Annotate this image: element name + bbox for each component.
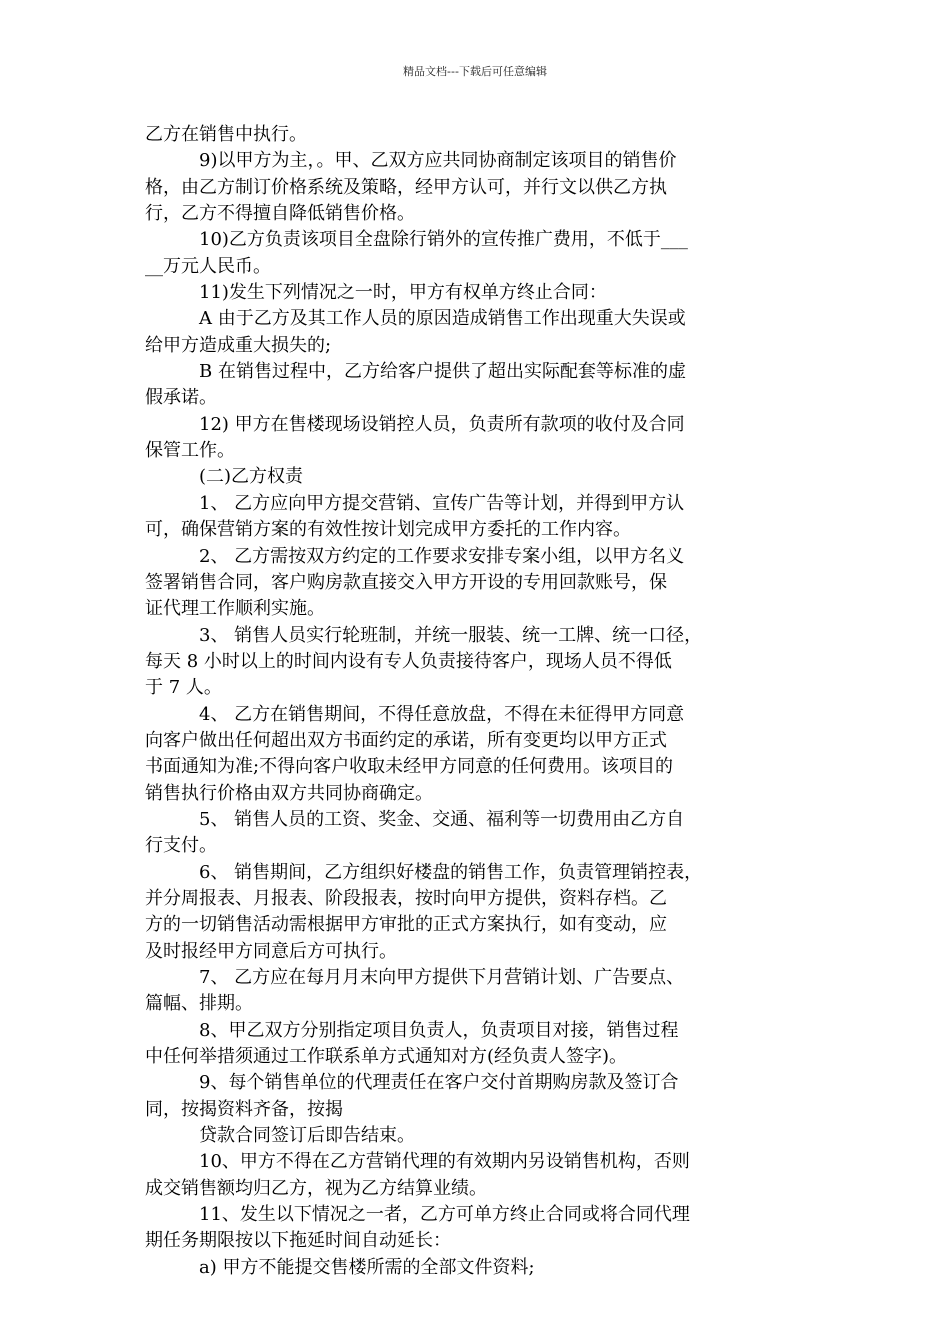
text-line: 期任务期限按以下拖延时间自动延长： [145, 1230, 451, 1252]
text-line: 行，乙方不得擅自降低销售价格。 [145, 203, 415, 225]
text-line: 保管工作。 [145, 440, 235, 462]
text-line: 9、每个销售单位的代理责任在客户交付首期购房款及签订合 [199, 1072, 679, 1094]
text-line: 及时报经甲方同意后方可执行。 [145, 940, 397, 962]
text-line: 书面通知为准;不得向客户收取未经甲方同意的任何费用。该项目的 [145, 756, 674, 778]
text-line: 贷款合同签订后即告结束。 [199, 1125, 415, 1147]
text-line: 假承诺。 [145, 387, 217, 409]
text-line: 2、 乙方需按双方约定的工作要求安排专案小组，以甲方名义 [199, 545, 685, 567]
text-line: 签署销售合同，客户购房款直接交入甲方开设的专用回款账号，保 [145, 571, 667, 593]
text-line: 方的一切销售活动需根据甲方审批的正式方案执行，如有变动，应 [145, 914, 667, 936]
text-line: 10、甲方不得在乙方营销代理的有效期内另设销售机构，否则 [199, 1151, 690, 1173]
text-line: 可，确保营销方案的有效性按计划完成甲方委托的工作内容。 [145, 519, 631, 541]
text-line: (二)乙方权责 [199, 466, 304, 488]
text-line: 12) 甲方在售楼现场设销控人员，负责所有款项的收付及合同 [199, 413, 685, 435]
text-line: A 由于乙方及其工作人员的原因造成销售工作出现重大失误或 [199, 308, 686, 330]
text-line: 同，按揭资料齐备，按揭 [145, 1098, 343, 1120]
text-line: 9)以甲方为主，。甲、乙双方应共同协商制定该项目的销售价 [199, 150, 677, 172]
text-line: 篇幅、排期。 [145, 993, 253, 1015]
text-line: 销售执行价格由双方共同协商确定。 [145, 782, 433, 804]
text-line: 5、 销售人员的工资、奖金、交通、福利等一切费用由乙方自 [199, 808, 685, 830]
text-line: 11)发生下列情况之一时，甲方有权单方终止合同： [199, 282, 607, 304]
text-line: B 在销售过程中，乙方给客户提供了超出实际配套等标准的虚 [199, 361, 686, 383]
text-line: 给甲方造成重大损失的; [145, 334, 332, 356]
text-line: 行支付。 [145, 835, 217, 857]
text-line: 10)乙方负责该项目全盘除行销外的宣传推广费用，不低于___ [199, 229, 688, 251]
text-line: 中任何举措须通过工作联系单方式通知对方(经负责人签字)。 [145, 1046, 628, 1068]
page-header: 精品文档---下载后可任意编辑 [403, 65, 547, 78]
document-body [145, 122, 810, 1281]
text-line: 乙方在销售中执行。 [145, 124, 307, 145]
text-line: 向客户做出任何超出双方书面约定的承诺，所有变更均以甲方正式 [145, 729, 667, 751]
text-line: 8、甲乙双方分别指定项目负责人，负责项目对接，销售过程 [199, 1019, 679, 1041]
text-line: 4、 乙方在销售期间，不得任意放盘，不得在未征得甲方同意 [199, 703, 685, 725]
text-line: a) 甲方不能提交售楼所需的全部文件资料; [199, 1256, 535, 1278]
text-line: 6、 销售期间，乙方组织好楼盘的销售工作，负责管理销控表， [199, 861, 703, 883]
text-line: 证代理工作顺利实施。 [145, 598, 325, 620]
text-line: 11、发生以下情况之一者，乙方可单方终止合同或将合同代理 [199, 1204, 690, 1226]
text-line: 于 7 人。 [145, 677, 222, 699]
text-line: 7、 乙方应在每月月末向甲方提供下月营销计划、广告要点、 [199, 967, 685, 988]
text-line: __万元人民币。 [145, 255, 271, 277]
text-line: 每天 8 小时以上的时间内设有专人负责接待客户，现场人员不得低 [145, 650, 672, 672]
text-line: 成交销售额均归乙方，视为乙方结算业绩。 [145, 1177, 487, 1199]
text-line: 并分周报表、月报表、阶段报表，按时向甲方提供，资料存档。乙 [145, 887, 667, 909]
text-line: 1、 乙方应向甲方提交营销、宣传广告等计划，并得到甲方认 [199, 492, 685, 514]
text-line: 3、 销售人员实行轮班制，并统一服装、统一工牌、统一口径， [199, 624, 703, 646]
text-line: 格，由乙方制订价格系统及策略，经甲方认可，并行文以供乙方执 [145, 176, 667, 198]
